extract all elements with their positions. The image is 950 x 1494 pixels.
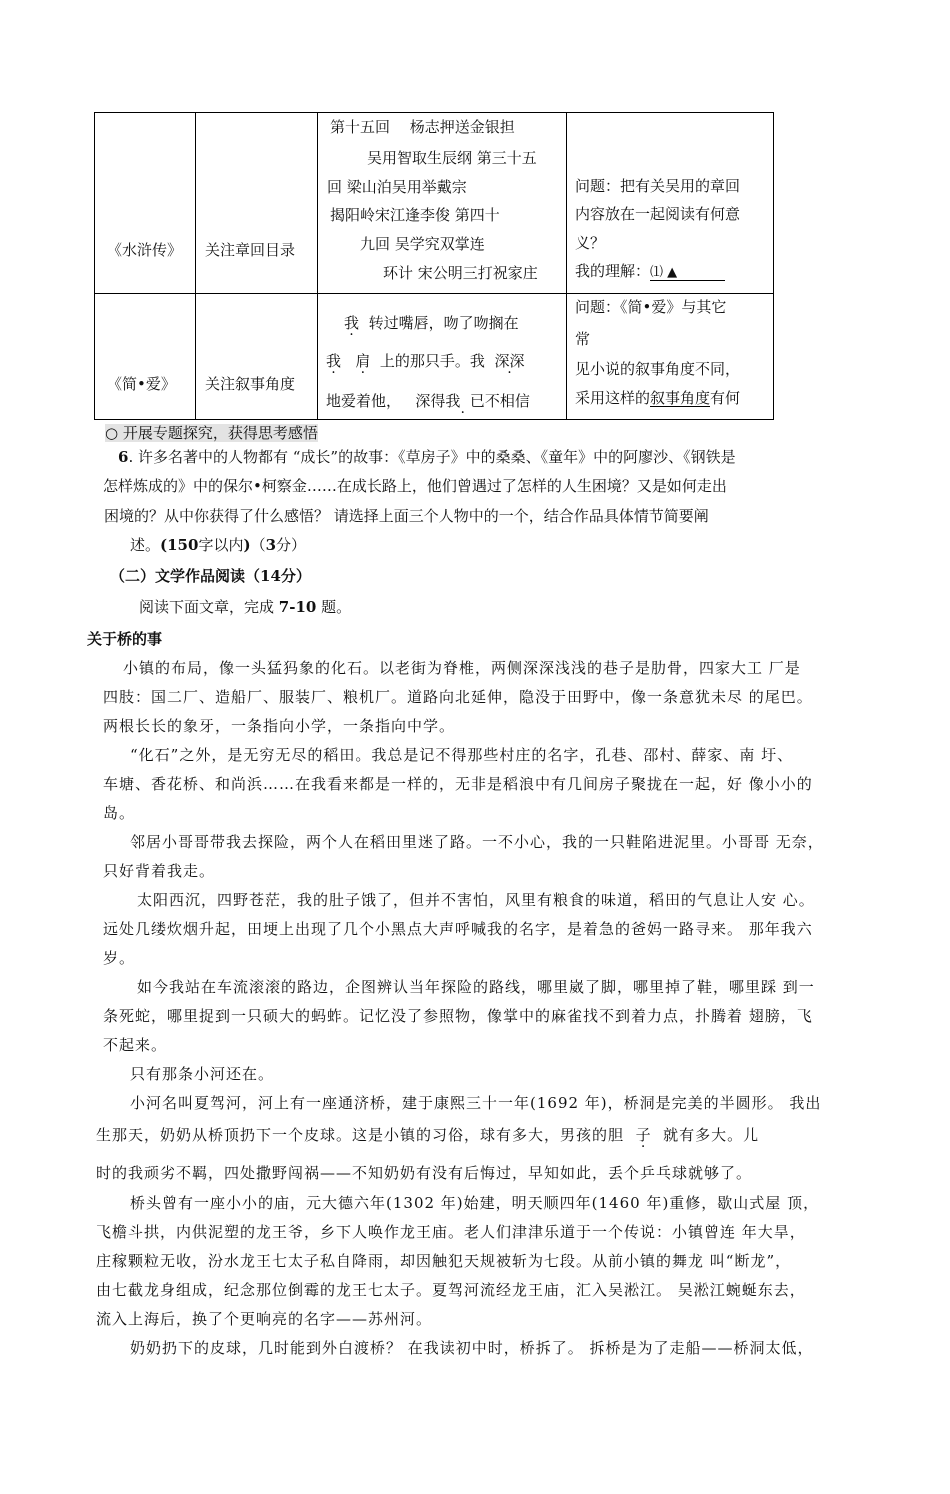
focus-label: 关注章回目录 bbox=[205, 241, 296, 259]
chapter-line: 揭阳岭宋江逢李俊 第四十 bbox=[330, 206, 500, 224]
article-line: 条死蛇，哪里捉到一只硕大的蚂蚱。记忆没了参照物，像掌中的麻雀找不到着力点，扑腾着 翅膀，飞 bbox=[103, 1007, 813, 1025]
excerpt-text: 深得我 bbox=[415, 392, 461, 410]
chapter-line: 第十五回 杨志押送金银担 bbox=[330, 118, 515, 136]
article-line: 时的我顽劣不羁，四处撒野闯祸——不知奶奶有没有后悔过，早知如此，丢个乒乓球就够了。 bbox=[96, 1164, 753, 1182]
section-heading: （二）文学作品阅读（14分） bbox=[110, 567, 311, 585]
book-title: 《水浒传》 bbox=[107, 241, 183, 259]
table-border-right bbox=[773, 112, 774, 420]
question-line: 见小说的叙事角度不同， bbox=[575, 360, 741, 378]
chapter-line: 环计 宋公明三打祝家庄 bbox=[383, 264, 538, 282]
excerpt-text: 地爱着他， bbox=[326, 392, 402, 410]
excerpt-text: 已不相信 bbox=[469, 392, 530, 410]
book-title: 《简•爱》 bbox=[107, 375, 176, 393]
question-line: 问题：《简•爱》与其它 bbox=[575, 298, 727, 316]
question-line: 常 bbox=[575, 330, 591, 348]
article-line: 不起来。 bbox=[103, 1036, 168, 1054]
table-col-divider-1 bbox=[195, 112, 196, 420]
article-line: 桥头曾有一座小小的庙，元大德六年(1302 年)始建，明天顺四年(1460 年)重修，歇山式屋 顶， bbox=[130, 1194, 820, 1212]
question-line: 内容放在一起阅读有何意 bbox=[575, 205, 741, 223]
article-line: 只有那条小河还在。 bbox=[130, 1065, 275, 1083]
question-6-line: 述。(150字以内)（3分） bbox=[130, 536, 307, 554]
excerpt-text: 转过嘴唇，吻了吻搁在 bbox=[368, 314, 519, 332]
question-6-line: 6. 许多名著中的人物都有 “成长”的故事：《草房子》中的桑桑、《童年》中的阿廖沙、《钢铁是 bbox=[118, 448, 736, 466]
article-line: 两根长长的象牙，一条指向小学，一条指向中学。 bbox=[103, 717, 456, 735]
table-border-bottom bbox=[94, 419, 774, 420]
question-line: 采用这样的叙事角度有何 bbox=[575, 389, 741, 407]
article-line: 流入上海后，换了个更响亮的名字——苏州河。 bbox=[96, 1310, 433, 1328]
article-line: 四肢：国二厂、造船厂、服装厂、粮机厂。道路向北延伸，隐没于田野中，像一条意犹未尽 的尾巴。 bbox=[103, 688, 813, 706]
excerpt-text: 深深 bbox=[494, 352, 525, 370]
article-title: 关于桥的事 bbox=[87, 630, 163, 648]
article-line: 太阳西沉，四野苍茫，我的肚子饿了，但并不害怕，风里有粮食的味道，稻田的气息让人安 心。 bbox=[137, 891, 815, 909]
chapter-line: 九回 吴学究双掌连 bbox=[360, 235, 485, 253]
topic-heading: ○ 开展专题探究，获得思考感悟 bbox=[105, 424, 318, 442]
excerpt-text: 我 bbox=[326, 352, 342, 370]
article-line: “化石”之外，是无穷无尽的稻田。我总是记不得那些村庄的名字，孔巷、邵村、薛家、南 圩、 bbox=[130, 746, 794, 764]
article-line: 邻居小哥哥带我去探险，两个人在稻田里迷了路。一不小心，我的一只鞋陷进泥里。小哥哥 无奈， bbox=[130, 833, 824, 851]
article-line: 车塘、香花桥、和尚浜……在我看来都是一样的，无非是稻浪中有几间房子聚拢在一起，好 像小小的 bbox=[103, 775, 813, 793]
question-line: 义？ bbox=[575, 234, 606, 252]
excerpt-text: 肩 bbox=[355, 352, 371, 370]
instruction: 阅读下面文章，完成 7-10 题。 bbox=[139, 598, 352, 616]
question-6-line: 困境的？从中你获得了什么感悟？ 请选择上面三个人物中的一个，结合作品具体情节简要阐 bbox=[104, 507, 709, 525]
article-line: 小镇的布局，像一头猛犸象的化石。以老街为脊椎，两侧深深浅浅的巷子是肋骨，四家大工 厂是 bbox=[123, 659, 801, 677]
question-6-line: 怎样炼成的》中的保尔•柯察金……在成长路上，他们曾遇过了怎样的人生困境？又是如何走出 bbox=[103, 477, 727, 495]
chapter-line: 回 梁山泊吴用举戴宗 bbox=[327, 178, 467, 196]
novel-excerpt bbox=[318, 296, 566, 418]
article-line: 庄稼颗粒无收，汾水龙王七太子私自降雨，却因触犯天规被斩为七段。从前小镇的舞龙 叫“断龙”， bbox=[96, 1252, 792, 1270]
answer-line bbox=[575, 264, 725, 281]
article-line: 由七截龙身组成，纪念那位倒霉的龙王七太子。夏驾河流经龙王庙，汇入吴淞江。 吴淞江蜿蜒东去， bbox=[96, 1281, 806, 1299]
table-col-divider-3 bbox=[566, 112, 567, 420]
article-line: 飞檐斗拱，内供泥塑的龙王爷，乡下人唤作龙王庙。老人们津津乐道于一个传说：小镇曾连 年大旱， bbox=[96, 1223, 806, 1241]
table-border-top bbox=[94, 112, 774, 113]
excerpt-text: 我 bbox=[344, 314, 360, 332]
table-border-mid bbox=[94, 293, 774, 294]
article-line: 只好背着我走。 bbox=[103, 862, 216, 880]
excerpt-text: 上的那只手。我 bbox=[379, 352, 485, 370]
question-line: 问题：把有关吴用的章回 bbox=[575, 177, 741, 195]
article-line: 岁。 bbox=[103, 949, 136, 967]
article-line: 岛。 bbox=[103, 804, 136, 822]
answer-label: 我的理解： bbox=[575, 262, 651, 280]
focus-label: 关注叙事角度 bbox=[205, 375, 296, 393]
article-line: 生那天，奶奶从桥顶扔下一个皮球。这是小镇的习俗，球有多大，男孩的胆 子 就有多大。儿 bbox=[96, 1126, 760, 1144]
table-border-left bbox=[94, 112, 95, 420]
chapter-line: 吴用智取生辰纲 第三十五 bbox=[367, 149, 537, 167]
article-line: 如今我站在车流滚滚的路边，企图辨认当年探险的路线，哪里崴了脚，哪里掉了鞋，哪里踩 到一 bbox=[137, 978, 815, 996]
article-line: 小河名叫夏驾河，河上有一座通济桥，建于康熙三十一年(1692 年)，桥洞是完美的半圆形。 我出 bbox=[130, 1094, 822, 1112]
question-number: 6 bbox=[118, 448, 129, 466]
answer-blank[interactable]: ⑴ ▲ bbox=[650, 265, 725, 281]
article-line: 远处几缕炊烟升起，田埂上出现了几个小黑点大声呼喊我的名字，是着急的爸妈一路寻来。 那年我六 bbox=[103, 920, 813, 938]
article-line: 奶奶扔下的皮球，几时能到外白渡桥？ 在我读初中时，桥拆了。 拆桥是为了走船——桥洞太低， bbox=[130, 1339, 814, 1357]
